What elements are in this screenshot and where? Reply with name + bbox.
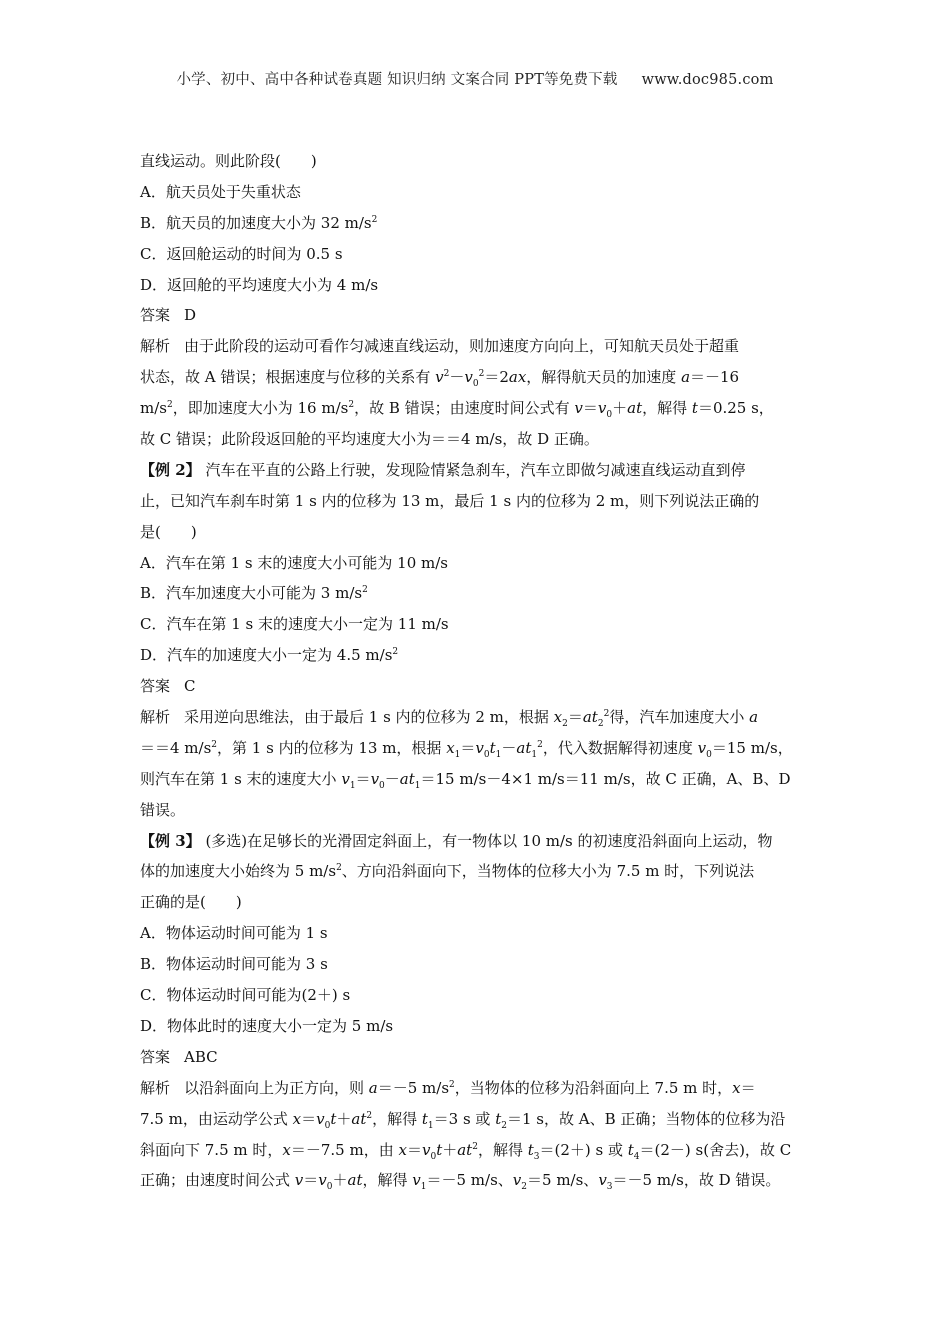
q3-stem-line-2: 体的加速度大小始终为 5 $m/s^2$、方向沿斜面向下，当物体的位移大小为 7.5 m 时，下列说法 bbox=[140, 862, 755, 881]
q1-answer: 答案 D bbox=[140, 306, 197, 325]
q2-option-a: A．汽车在第 1 s 末的速度大小可能为 10 m/s bbox=[140, 553, 448, 572]
q3-analysis-line-1: 解析 以沿斜面向上为正方向，则 a＝－5 $m/s^2$，当物体的位移为沿斜面向上 7.5 m 时，x＝ bbox=[140, 1078, 756, 1097]
q2-analysis-line-1: 解析 采用逆向思维法，由于最后 1 s 内的位移为 2 m，根据 $x_2=at_2^2$得，汽车加速度大小 a bbox=[140, 708, 759, 730]
q1-option-c: C．返回舱运动的时间为 0.5 s bbox=[140, 244, 343, 263]
q2-analysis-line-2: ＝＝4 $m/s^2$，第 1 s 内的位移为 13 m，根据 $x_1=v_0t_1-at_1^2$，代入数据解得初速度 $v_0=15$ m/s， bbox=[140, 738, 793, 760]
q2-analysis-line-4: 错误。 bbox=[140, 800, 186, 819]
q2-option-b: B．汽车加速度大小可能为 3 $m/s^2$ bbox=[140, 584, 368, 603]
q1-option-a: A．航天员处于失重状态 bbox=[140, 182, 301, 201]
q3-answer: 答案 ABC bbox=[140, 1047, 218, 1066]
q3-stem-line-3: 正确的是( ) bbox=[140, 893, 242, 912]
q3-option-c: C．物体运动时间可能为(2＋) s bbox=[140, 986, 351, 1005]
q1-analysis-line-4: 故 C 错误；此阶段返回舱的平均速度大小为＝＝4 m/s，故 D 正确。 bbox=[140, 430, 599, 449]
q3-analysis-line-2: 7.5 m，由运动学公式 $x=v_0t+at^2$，解得 $t_1=3$ s 或 $t_2=1$ s，故 A、B 正确；当物体的位移为沿 bbox=[140, 1109, 786, 1131]
page-header bbox=[0, 68, 950, 89]
header-url: www.doc985.com bbox=[641, 72, 774, 88]
q1-option-d: D．返回舱的平均速度大小为 4 m/s bbox=[140, 275, 379, 294]
q2-answer: 答案 C bbox=[140, 677, 196, 696]
q1-analysis-line-3: $m/s^2$，即加速度大小为 16 $m/s^2$，故 B 错误；由速度时间公式有 $v=v_0+at$，解得 t＝0.25 s， bbox=[140, 399, 774, 421]
q2-option-c: C．汽车在第 1 s 末的速度大小一定为 11 m/s bbox=[140, 615, 449, 634]
q2-stem-line-1: 【例 2】 汽车在平直的公路上行驶，发现险情紧急刹车，汽车立即做匀减速直线运动直到停 bbox=[140, 460, 746, 479]
q3-stem-line-1: 【例 3】 (多选)在足够长的光滑固定斜面上，有一物体以 10 m/s 的初速度沿斜面向上运动，物 bbox=[140, 831, 773, 850]
q3-analysis-line-3: 斜面向下 7.5 m 时，x＝－7.5 m，由 $x=v_0t+at^2$，解得 $t_3=(2+)$ s 或 $t_4=(2-)$ s(舍去)，故 C bbox=[140, 1140, 792, 1162]
q1-analysis-line-2: 状态，故 A 错误；根据速度与位移的关系有 $v^2-v_0^2=2ax$，解得航天员的加速度 a＝－16 bbox=[140, 368, 740, 390]
q1-analysis-line-1: 解析 由于此阶段的运动可看作匀减速直线运动，则加速度方向向上，可知航天员处于超重 bbox=[140, 337, 740, 356]
q1-option-b: B．航天员的加速度大小为 32 $m/s^2$ bbox=[140, 213, 378, 232]
q3-option-d: D．物体此时的速度大小一定为 5 m/s bbox=[140, 1016, 394, 1035]
q3-option-b: B．物体运动时间可能为 3 s bbox=[140, 955, 328, 974]
q1-stem: 直线运动。则此阶段( ) bbox=[140, 152, 317, 170]
q2-stem-line-3: 是( ) bbox=[140, 522, 197, 541]
q3-option-a: A．物体运动时间可能为 1 s bbox=[140, 924, 328, 943]
q2-analysis-line-3: 则汽车在第 1 s 末的速度大小 $v_1=v_0-at_1=15$ m/s－4×1 m/s＝11 m/s，故 C 正确，A、B、D bbox=[140, 769, 791, 791]
q2-option-d: D．汽车的加速度大小一定为 4.5 $m/s^2$ bbox=[140, 646, 399, 665]
document-body bbox=[140, 146, 812, 1196]
q2-stem-line-2: 止，已知汽车刹车时第 1 s 内的位移为 13 m，最后 1 s 内的位移为 2 m，则下列说法正确的 bbox=[140, 491, 760, 510]
q3-analysis-line-4: 正确；由速度时间公式 $v=v_0+at$，解得 $v_1=-5$ m/s、$v_2=5$ m/s、$v_3=-5$ m/s，故 D 错误。 bbox=[140, 1171, 781, 1193]
header-text: 小学、初中、高中各种试卷真题 知识归纳 文案合同 PPT等免费下载 bbox=[176, 72, 618, 88]
